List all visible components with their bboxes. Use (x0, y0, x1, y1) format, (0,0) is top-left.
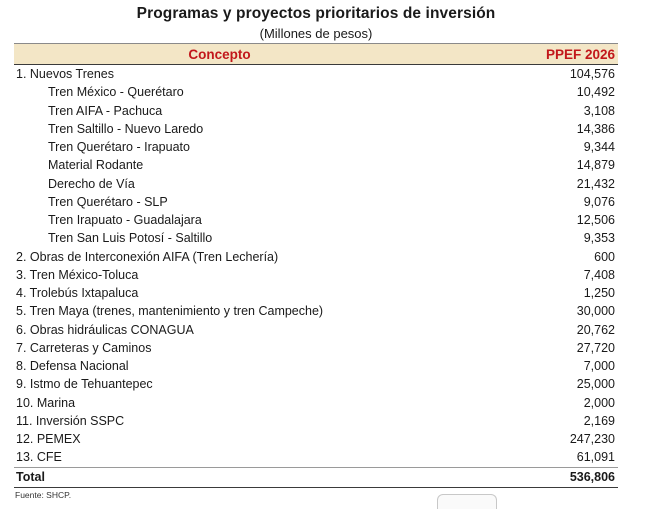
header-concept: Concepto (14, 44, 495, 65)
row-value: 25,000 (576, 377, 615, 392)
row-concept: 10. Marina (16, 395, 76, 410)
row-value: 3,108 (583, 103, 615, 118)
table-row (14, 339, 618, 357)
table-subrow (14, 193, 618, 211)
page-subtitle: (Millones de pesos) (259, 26, 373, 41)
row-concept: Material Rodante (48, 158, 144, 173)
row-concept: Tren Querétaro - Irapuato (48, 140, 190, 154)
investment-table (14, 43, 618, 488)
table-subrow (14, 83, 618, 101)
row-value: 9,076 (583, 194, 615, 209)
row-value: 14,879 (576, 158, 615, 173)
row-value: 2,169 (583, 413, 615, 428)
row-value: 7,000 (583, 359, 615, 373)
row-value: 27,720 (576, 340, 615, 355)
row-concept: 5. Tren Maya (trenes, mantenimiento y tren Campeche) (16, 304, 324, 319)
header-ppef-2026: PPEF 2026 (495, 44, 618, 65)
table-row (14, 430, 618, 448)
total-value: 536,806 (495, 467, 618, 487)
row-value: 2,000 (583, 395, 615, 410)
row-concept: Tren AIFA - Pachuca (48, 103, 163, 118)
table-subrow (14, 102, 618, 120)
table-row (14, 448, 618, 467)
table-row (14, 266, 618, 284)
table-row (14, 302, 618, 320)
row-value: 1,250 (583, 286, 615, 300)
row-value: 104,576 (569, 67, 615, 81)
row-concept: 11. Inversión SSPC (16, 413, 125, 428)
row-value: 61,091 (576, 450, 615, 465)
row-concept: Tren Saltillo - Nuevo Laredo (48, 121, 204, 136)
document (14, 4, 618, 500)
partial-button-edge (437, 494, 497, 509)
row-value: 9,344 (583, 140, 615, 154)
row-concept: 8. Defensa Nacional (16, 359, 129, 373)
row-value: 7,408 (583, 267, 615, 282)
table-header-row (14, 44, 618, 65)
table-subrow (14, 175, 618, 193)
row-concept: 12. PEMEX (16, 432, 81, 446)
row-concept: 1. Nuevos Trenes (16, 67, 114, 81)
table-row (14, 321, 618, 339)
row-concept: 9. Istmo de Tehuantepec (16, 377, 153, 392)
table-subrow (14, 120, 618, 138)
table-row (14, 375, 618, 393)
table-subrow (14, 211, 618, 229)
row-concept: Tren Querétaro - SLP (48, 194, 168, 209)
row-concept: Tren Irapuato - Guadalajara (48, 213, 202, 227)
row-value: 247,230 (569, 432, 615, 446)
row-concept: 4. Trolebús Ixtapaluca (16, 286, 139, 300)
row-value: 20,762 (576, 322, 615, 337)
page-title: Programas y proyectos prioritarios de inversión (136, 5, 496, 22)
row-concept: Tren México - Querétaro (48, 85, 184, 100)
table-row (14, 284, 618, 302)
table-row (14, 394, 618, 412)
table-row (14, 248, 618, 266)
table-subrow (14, 229, 618, 247)
source-note: Fuente: SHCP. (15, 489, 72, 500)
table-subrow (14, 138, 618, 156)
row-value: 14,386 (576, 121, 615, 136)
row-value: 12,506 (576, 213, 615, 227)
row-value: 30,000 (576, 304, 615, 319)
row-concept: 6. Obras hidráulicas CONAGUA (16, 322, 194, 337)
row-concept: 3. Tren México-Toluca (16, 267, 139, 282)
table-row (14, 357, 618, 375)
row-concept: 7. Carreteras y Caminos (16, 340, 152, 355)
row-concept: 2. Obras de Interconexión AIFA (Tren Lechería) (16, 249, 279, 264)
row-value: 21,432 (576, 176, 615, 191)
table-row (14, 412, 618, 430)
total-label: Total (14, 467, 495, 487)
row-value: 10,492 (576, 85, 615, 100)
row-value: 600 (594, 249, 615, 264)
table-body (14, 65, 618, 468)
table-row (14, 65, 618, 84)
table-subrow (14, 156, 618, 174)
row-concept: Derecho de Vía (48, 176, 135, 191)
total-row (14, 467, 618, 487)
row-concept: 13. CFE (16, 450, 62, 465)
row-value: 9,353 (583, 231, 615, 246)
row-concept: Tren San Luis Potosí - Saltillo (48, 231, 213, 246)
